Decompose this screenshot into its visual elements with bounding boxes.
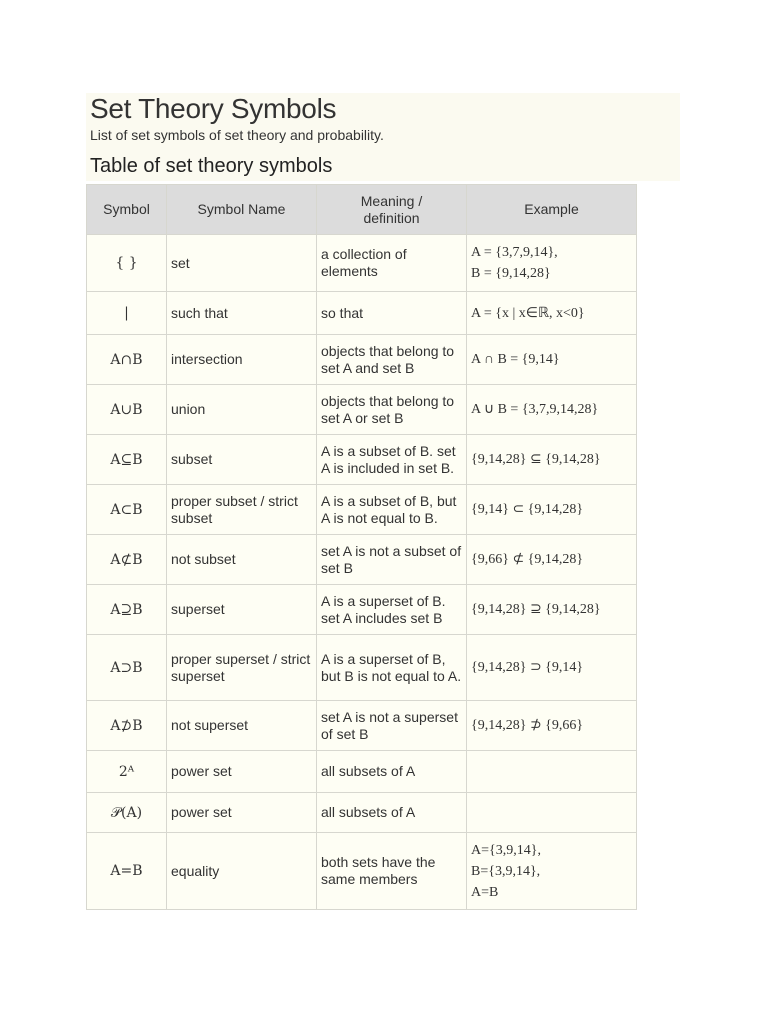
- name-cell: power set: [167, 793, 317, 833]
- header-symbol: Symbol: [87, 185, 167, 235]
- table-row: [87, 751, 637, 793]
- symbol-cell: { }: [87, 235, 167, 292]
- symbol-cell: A⊃B: [87, 635, 167, 701]
- example-cell: A={3,9,14}, B={3,9,14}, A=B: [467, 833, 637, 910]
- table-row: [87, 335, 637, 385]
- set-symbols-table: [86, 184, 637, 910]
- page-subtitle: List of set symbols of set theory and probability.: [90, 127, 384, 143]
- meaning-cell: a collection of elements: [317, 235, 467, 292]
- table-row: [87, 435, 637, 485]
- example-cell: {9,14,28} ⊆ {9,14,28}: [467, 435, 637, 485]
- header-symbol-name: Symbol Name: [167, 185, 317, 235]
- table-row: [87, 385, 637, 435]
- symbol-cell: |: [87, 292, 167, 335]
- meaning-cell: all subsets of A: [317, 793, 467, 833]
- example-cell: A ∪ B = {3,7,9,14,28}: [467, 385, 637, 435]
- example-cell: {9,14,28} ⊅ {9,66}: [467, 701, 637, 751]
- table-row: [87, 235, 637, 292]
- symbol-cell: 𝒫(A): [87, 793, 167, 833]
- name-cell: such that: [167, 292, 317, 335]
- table-row: [87, 292, 637, 335]
- example-cell: A ∩ B = {9,14}: [467, 335, 637, 385]
- symbol-cell: A⊇B: [87, 585, 167, 635]
- name-cell: union: [167, 385, 317, 435]
- table-row: [87, 635, 637, 701]
- meaning-cell: set A is not a superset of set B: [317, 701, 467, 751]
- name-cell: intersection: [167, 335, 317, 385]
- example-cell: {9,14,28} ⊃ {9,14}: [467, 635, 637, 701]
- meaning-cell: A is a superset of B. set A includes set B: [317, 585, 467, 635]
- header-meaning: Meaning / definition: [317, 185, 467, 235]
- table-row: [87, 793, 637, 833]
- symbol-cell: A=B: [87, 833, 167, 910]
- symbol-cell: A⊅B: [87, 701, 167, 751]
- meaning-cell: objects that belong to set A or set B: [317, 385, 467, 435]
- example-cell: {9,14} ⊂ {9,14,28}: [467, 485, 637, 535]
- table-header-row: [87, 185, 637, 235]
- name-cell: not subset: [167, 535, 317, 585]
- meaning-cell: so that: [317, 292, 467, 335]
- table-row: [87, 485, 637, 535]
- name-cell: power set: [167, 751, 317, 793]
- symbol-cell: A∩B: [87, 335, 167, 385]
- symbol-cell: 2ᴬ: [87, 751, 167, 793]
- symbol-cell: A⊆B: [87, 435, 167, 485]
- meaning-cell: A is a subset of B. set A is included in set B.: [317, 435, 467, 485]
- example-cell: A = {x | x∈ℝ, x<0}: [467, 292, 637, 335]
- name-cell: equality: [167, 833, 317, 910]
- table-row: [87, 535, 637, 585]
- table-row: [87, 701, 637, 751]
- example-cell: {9,66} ⊄ {9,14,28}: [467, 535, 637, 585]
- meaning-cell: both sets have the same members: [317, 833, 467, 910]
- symbol-cell: A∪B: [87, 385, 167, 435]
- name-cell: subset: [167, 435, 317, 485]
- symbol-cell: A⊄B: [87, 535, 167, 585]
- meaning-cell: all subsets of A: [317, 751, 467, 793]
- meaning-cell: objects that belong to set A and set B: [317, 335, 467, 385]
- example-cell: [467, 751, 637, 793]
- header-example: Example: [467, 185, 637, 235]
- table-row: [87, 585, 637, 635]
- name-cell: proper subset / strict subset: [167, 485, 317, 535]
- section-title: Table of set theory symbols: [90, 155, 333, 177]
- name-cell: proper superset / strict superset: [167, 635, 317, 701]
- meaning-cell: A is a subset of B, but A is not equal to B.: [317, 485, 467, 535]
- meaning-cell: set A is not a subset of set B: [317, 535, 467, 585]
- table-row: [87, 833, 637, 910]
- example-cell: {9,14,28} ⊇ {9,14,28}: [467, 585, 637, 635]
- meaning-cell: A is a superset of B, but B is not equal to A.: [317, 635, 467, 701]
- name-cell: set: [167, 235, 317, 292]
- symbol-cell: A⊂B: [87, 485, 167, 535]
- example-cell: [467, 793, 637, 833]
- name-cell: not superset: [167, 701, 317, 751]
- page-title: Set Theory Symbols: [90, 93, 337, 124]
- example-cell: A = {3,7,9,14}, B = {9,14,28}: [467, 235, 637, 292]
- name-cell: superset: [167, 585, 317, 635]
